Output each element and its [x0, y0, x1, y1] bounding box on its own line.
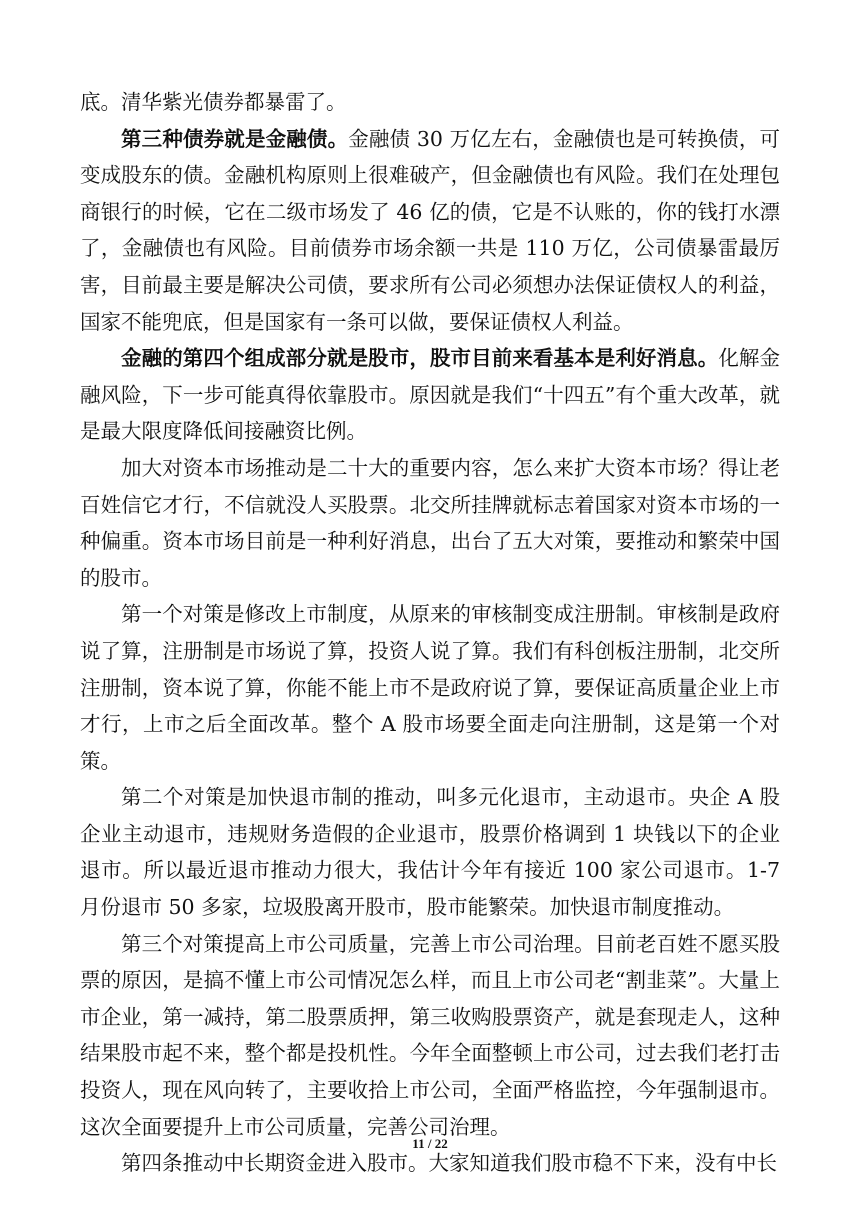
paragraph-3-heading: 金融的第四个组成部分就是股市，股市目前来看基本是利好消息。 — [121, 346, 719, 371]
paragraph-5-text: 第一个对策是修改上市制度，从原来的审核制变成注册制。审核制是政府说了算，注册制是市场说了算，投资人说了算。我们有科创板注册制，北交所注册制，资本说了算，你能不能上市不是政府说了算，要保证高质量企业上市才行，上市之后全面改革。整个 A 股市场要全面走向注册制，这是第一个对策。 — [80, 602, 780, 773]
paragraph-8-text: 第四条推动中长期资金进入股市。大家知道我们股市稳不下来，没有中长 — [121, 1151, 777, 1176]
paragraph-4-text: 加大对资本市场推动是二十大的重要内容，怎么来扩大资本市场？得让老百姓信它才行，不信就没人买股票。北交所挂牌就标志着国家对资本市场的一种偏重。资本市场目前是一种利好消息，出台了五大对策，要推动和繁荣中国的股市。 — [80, 455, 780, 590]
paragraph-7 — [80, 926, 780, 1146]
paragraph-1-text: 底。清华紫光债券都暴雷了。 — [80, 90, 347, 114]
paragraph-1 — [80, 84, 780, 121]
paragraph-3 — [80, 340, 780, 450]
page-number: 11 / 22 — [412, 1136, 448, 1151]
paragraph-6-text: 第二个对策是加快退市制的推动，叫多元化退市，主动退市。央企 A 股企业主动退市，违规财务造假的企业退市，股票价格调到 1 块钱以下的企业退市。所以最近退市推动力很大，我估计今年有接近 100 家公司退市。1-7 月份退市 50 多家，垃圾股离开股市，股市能繁荣。加快退市制度推动。 — [80, 785, 780, 920]
paragraph-3-text: 化解金融风险，下一步可能真得依靠股市。原因就是我们“十四五”有个重大改革，就是最大限度降低间接融资比例。 — [80, 346, 781, 444]
paragraph-2-heading: 第三种债券就是金融债。 — [121, 126, 349, 151]
paragraph-2-text: 金融债 30 万亿左右，金融债也是可转换债，可变成股东的债。金融机构原则上很难破产，但金融债也有风险。我们在处理包商银行的时候，它在二级市场发了 46 亿的债，它是不认账的，你的钱打水漂了，金融债也有风险。目前债券市场余额一共是 110 万亿，公司债暴雷最厉害，目前最主要是解决公司债，要求所有公司必须想办法保证债权人的利益，国家不能兜底，但是国家有一条可以做，要保证债权人利益。 — [80, 126, 780, 334]
paragraph-6 — [80, 779, 780, 925]
paragraph-7-text: 第三个对策提高上市公司质量，完善上市公司治理。目前老百姓不愿买股票的原因，是搞不懂上市公司情况怎么样，而且上市公司老“割韭菜”。大量上市企业，第一减持，第二股票质押，第三收购股票资产，就是套现走人，这种结果股市起不来，整个都是投机性。今年全面整顿上市公司，过去我们老打击投资人，现在风向转了，主要收拾上市公司，全面严格监控，今年强制退市。这次全面要提升上市公司质量，完善公司治理。 — [80, 931, 780, 1139]
paragraph-4 — [80, 450, 780, 596]
paragraph-5 — [80, 596, 780, 779]
document-body — [80, 84, 780, 1182]
paragraph-2 — [80, 121, 780, 341]
